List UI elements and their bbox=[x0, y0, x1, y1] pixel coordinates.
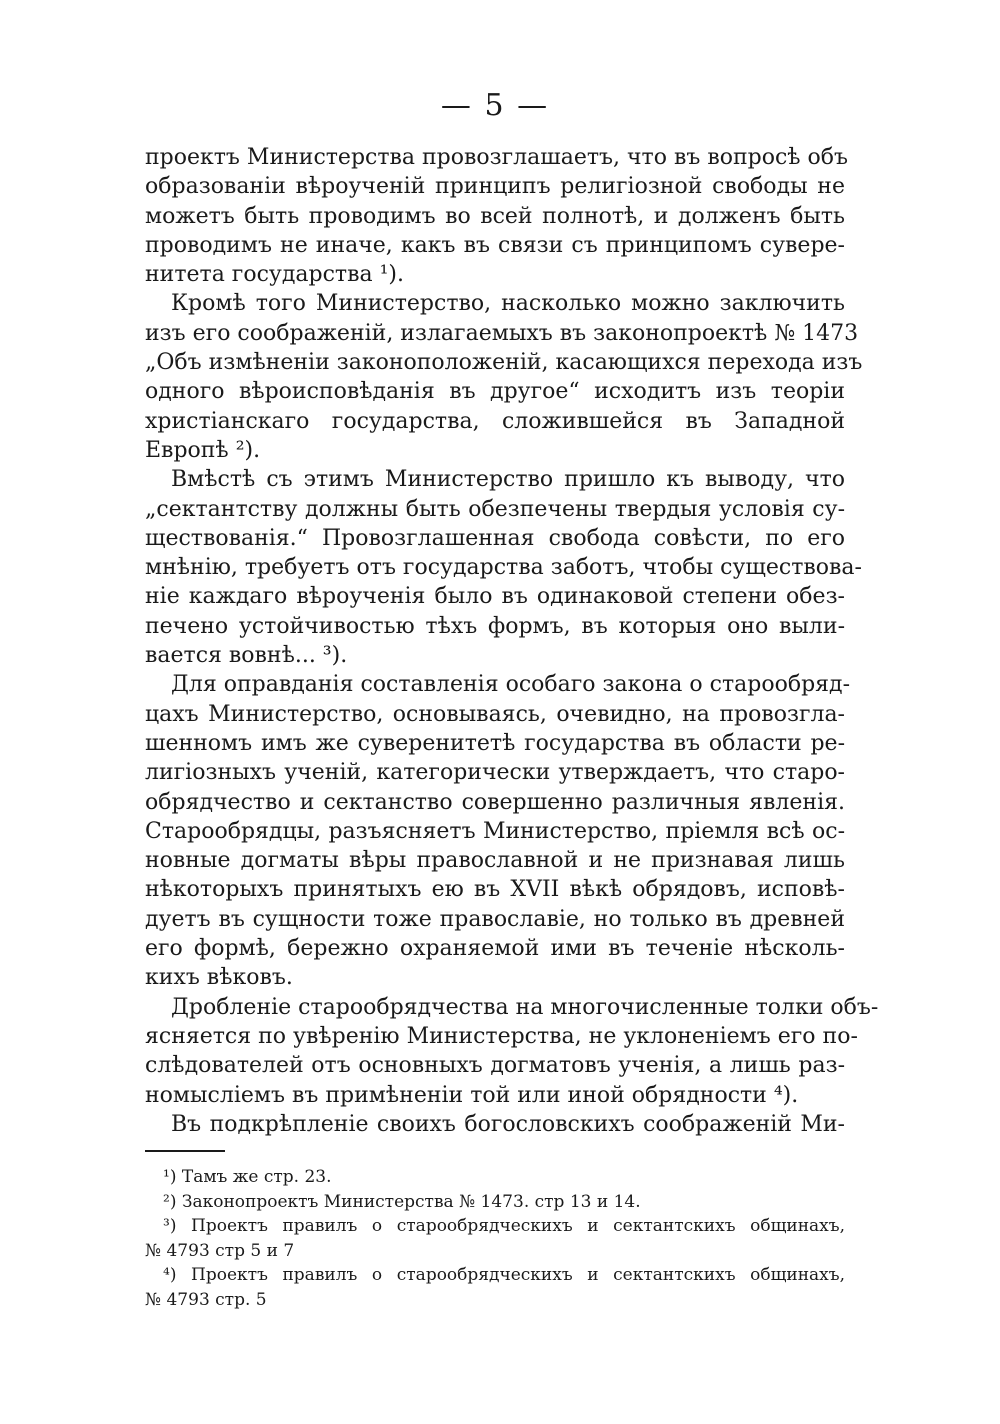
text-line: „сектантству должны быть обезпечены твердыя условiя су- bbox=[145, 496, 845, 522]
text-line: ясняется по увѣренiю Министерства, не уклоненiемъ его по- bbox=[145, 1023, 858, 1049]
text-line: ществованiя.“ Провозглашенная свобода совѣсти, по его bbox=[145, 525, 845, 551]
footnote-line: ⁴) Проектъ правилъ о старообрядческихъ и сектантскихъ общинахъ, bbox=[163, 1265, 845, 1285]
text-line: можетъ быть проводимъ во всей полнотѣ, и долженъ быть bbox=[145, 203, 845, 229]
text-line: нитета государства ¹). bbox=[145, 262, 404, 288]
text-line: нiе каждаго вѣроученiя было въ одинаковой степени обез- bbox=[145, 584, 845, 610]
text-line: одного вѣроисповѣданiя въ другое“ исходитъ изъ теорiи bbox=[145, 379, 845, 405]
text-line: Старообрядцы, разъясняетъ Министерство, прiемля всѣ ос- bbox=[145, 818, 845, 844]
footnote-line: № 4793 стр 5 и 7 bbox=[145, 1240, 295, 1261]
text-line: мнѣнiю, требуетъ отъ государства заботъ, чтобы существова- bbox=[145, 555, 862, 581]
text-line: Для оправданiя составленiя особаго закона о старообряд- bbox=[171, 672, 851, 698]
text-line: образованiи вѣроученiй принципъ религiозной свободы не bbox=[145, 174, 845, 200]
footnote-line: ²) Законопроектъ Министерства № 1473. стр 13 и 14. bbox=[163, 1191, 641, 1212]
text-line: новные догматы вѣры православной и не признавая лишь bbox=[145, 848, 845, 874]
text-line: дуетъ въ сущности тоже православiе, но только въ древней bbox=[145, 906, 845, 932]
text-line: Въ подкрѣпленiе своихъ богословскихъ соображенiй Ми- bbox=[171, 1111, 845, 1137]
text-line: „Объ измѣненiи законоположенiй, касающихся перехода изъ bbox=[145, 350, 863, 376]
text-line: проводимъ не иначе, какъ въ связи съ принципомъ сувере- bbox=[145, 232, 845, 258]
text-line: печено устойчивостью тѣхъ формъ, въ которыя оно выли- bbox=[145, 613, 845, 639]
text-line: обрядчество и сектанство совершенно различныя явленiя. bbox=[145, 789, 845, 815]
main-text bbox=[145, 143, 879, 1139]
text-line: слѣдователей отъ основныхъ догматовъ ученiя, а лишь раз- bbox=[145, 1053, 845, 1079]
text-line: цахъ Министерство, основываясь, очевидно, на провозгла- bbox=[145, 701, 845, 727]
text-line: Европѣ ²). bbox=[145, 437, 261, 463]
footnote-divider bbox=[145, 1150, 225, 1152]
text-line: кихъ вѣковъ. bbox=[145, 965, 293, 991]
footnote-line: № 4793 стр. 5 bbox=[145, 1289, 267, 1310]
text-line: его формѣ, бережно охраняемой ими въ теченiе нѣсколь- bbox=[145, 936, 845, 962]
text-line: Дробленiе старообрядчества на многочисленные толки объ- bbox=[171, 994, 879, 1020]
text-line: Вмѣстѣ съ этимъ Министерство пришло къ выводу, что bbox=[171, 467, 845, 493]
text-line: Кромѣ того Министерство, насколько можно заключить bbox=[171, 291, 845, 317]
text-line: вается вовнѣ... ³). bbox=[145, 643, 348, 669]
text-line: проектъ Министерства провозглашаетъ, что въ вопросѣ объ bbox=[145, 145, 849, 170]
text-line: шенномъ имъ же суверенитетѣ государства въ области ре- bbox=[145, 730, 845, 756]
text-line: номыслiемъ въ примѣненiи той или иной обрядности ⁴). bbox=[145, 1082, 799, 1108]
text-line: изъ его соображенiй, излагаемыхъ въ законопроектѣ № 1473 bbox=[145, 320, 859, 346]
text-line: христiанскаго государства, сложившейся въ Западной bbox=[145, 408, 845, 434]
footnote-line: ¹) Тамъ же стр. 23. bbox=[163, 1167, 332, 1187]
footnotes bbox=[145, 1165, 845, 1312]
page-number: — 5 — bbox=[440, 88, 550, 123]
text-line: лигiозныхъ ученiй, категорически утверждаетъ, что старо- bbox=[145, 760, 845, 786]
footnote-line: ³) Проектъ правилъ о старообрядческихъ и сектантскихъ общинахъ, bbox=[163, 1216, 845, 1236]
text-line: нѣкоторыхъ принятыхъ ею въ XVII вѣкѣ обрядовъ, исповѣ- bbox=[145, 877, 845, 903]
